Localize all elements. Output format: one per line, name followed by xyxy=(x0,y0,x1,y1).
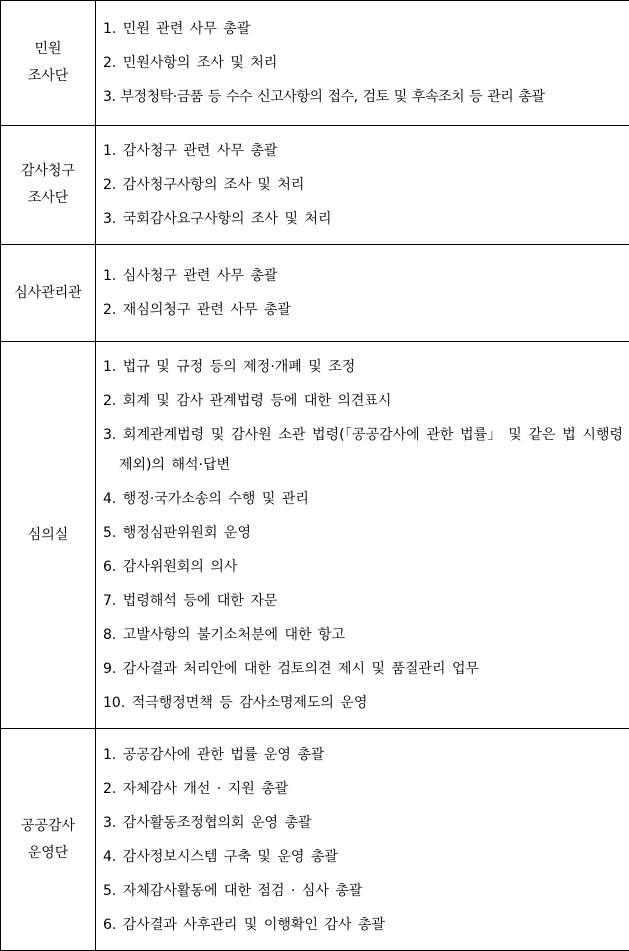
task-item: 1. 법규 및 규정 등의 제정·개폐 및 조정 xyxy=(103,350,623,384)
department-name: 심사관리관 xyxy=(1,280,95,307)
task-list xyxy=(96,729,629,951)
task-item: 2. 감사청구사항의 조사 및 처리 xyxy=(103,168,623,202)
task-item: 3. 국회감사요구사항의 조사 및 처리 xyxy=(103,202,623,236)
task-item: 2. 재심의청구 관련 사무 총괄 xyxy=(103,293,623,327)
task-item: 8. 고발사항의 불기소처분에 대한 항고 xyxy=(103,618,623,652)
task-item: 10. 적극행정면책 등 감사소명제도의 운영 xyxy=(103,686,623,720)
task-item: 6. 감사위원회의 의사 xyxy=(103,550,623,584)
table-row xyxy=(1,126,629,245)
task-item: 5. 자체감사활동에 대한 점검 · 심사 총괄 xyxy=(103,874,623,908)
task-item: 1. 공공감사에 관한 법률 운영 총괄 xyxy=(103,738,623,772)
table-row xyxy=(1,245,629,342)
task-item: 3. 감사활동조정협의회 운영 총괄 xyxy=(103,806,623,840)
department-cell xyxy=(1,1,96,126)
department-name: 심의실 xyxy=(1,522,95,549)
task-list xyxy=(96,126,629,245)
task-item: 1. 감사청구 관련 사무 총괄 xyxy=(103,134,623,168)
table-row xyxy=(1,1,629,126)
department-cell xyxy=(1,245,96,342)
task-item: 2. 회계 및 감사 관계법령 등에 대한 의견표시 xyxy=(103,384,623,418)
task-item: 9. 감사결과 처리안에 대한 검토의견 제시 및 품질관리 업무 xyxy=(103,652,623,686)
table-row xyxy=(1,342,629,729)
task-list xyxy=(96,1,629,126)
department-name: 조사단 xyxy=(1,63,95,90)
task-item: 6. 감사결과 사후관리 및 이행확인 감사 총괄 xyxy=(103,908,623,942)
department-name: 민원 xyxy=(1,36,95,63)
department-name: 조사단 xyxy=(1,185,95,212)
department-name: 운영단 xyxy=(1,840,95,867)
table-row xyxy=(1,729,629,951)
task-item: 7. 법령해석 등에 대한 자문 xyxy=(103,584,623,618)
department-cell xyxy=(1,126,96,245)
task-list xyxy=(96,342,629,729)
department-cell xyxy=(1,342,96,729)
task-item: 2. 자체감사 개선 · 지원 총괄 xyxy=(103,772,623,806)
department-cell xyxy=(1,729,96,951)
task-item: 1. 심사청구 관련 사무 총괄 xyxy=(103,259,623,293)
task-item: 4. 감사정보시스템 구축 및 운영 총괄 xyxy=(103,840,623,874)
task-item: 5. 행정심판위원회 운영 xyxy=(103,516,623,550)
task-item: 3. 부정청탁·금품 등 수수 신고사항의 접수, 검토 및 후속조치 등 관리 총괄 xyxy=(103,80,623,114)
task-item: 1. 민원 관련 사무 총괄 xyxy=(103,12,623,46)
department-name: 공공감사 xyxy=(1,813,95,840)
task-item: 2. 민원사항의 조사 및 처리 xyxy=(103,46,623,80)
task-list xyxy=(96,245,629,342)
task-item: 4. 행정·국가소송의 수행 및 관리 xyxy=(103,482,623,516)
department-name: 감사청구 xyxy=(1,158,95,185)
task-item: 3. 회계관계법령 및 감사원 소관 법령(「공공감사에 관한 법률」 및 같은 법 시행령 제외)의 해석·답변 xyxy=(103,420,623,480)
